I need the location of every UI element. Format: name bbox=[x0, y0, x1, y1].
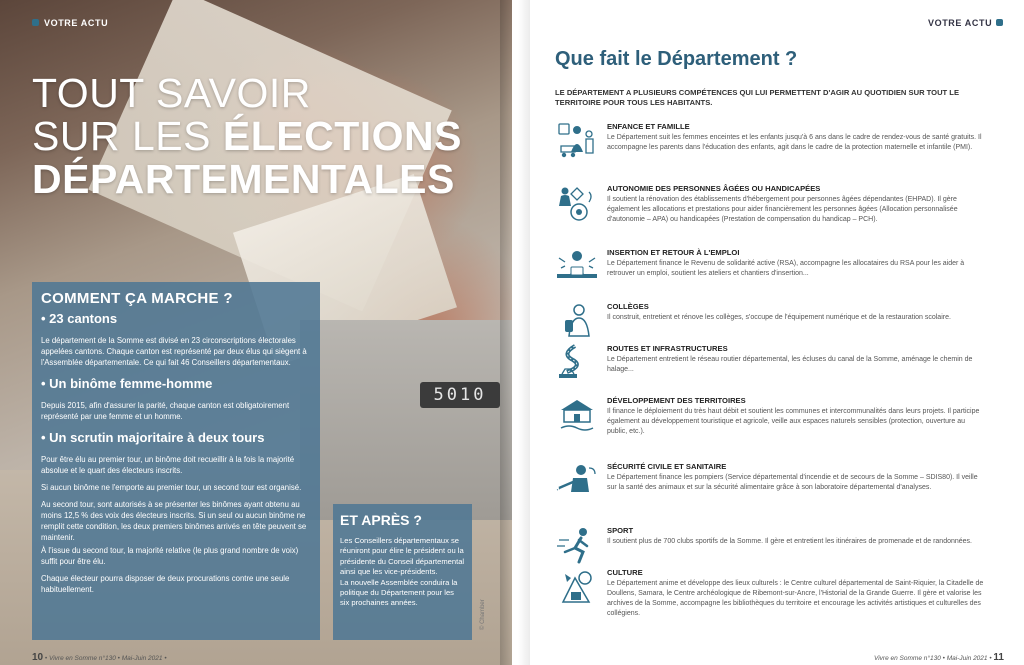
footer-right bbox=[874, 652, 1004, 663]
section-title: DÉVELOPPEMENT DES TERRITOIRES bbox=[607, 396, 746, 405]
family-icon bbox=[555, 122, 599, 160]
title-line-2-bold: ÉLECTIONS bbox=[222, 113, 462, 159]
section-text: Le Département finance les pompiers (Service départemental d'incendie et de secours de la Somme – SDIS80). Il veille sur la santé des animaux et sur la sécurité alimentaire grâce à son laboratoire départemental d'analyses. bbox=[607, 474, 978, 491]
section-text: Il soutient plus de 700 clubs sportifs de la Somme. Il gère et entretient les itinéraires de promenade et de randonnées. bbox=[607, 538, 972, 545]
section-title: SÉCURITÉ CIVILE ET SANITAIRE bbox=[607, 462, 727, 471]
paragraph-binome: Depuis 2015, afin d'assurer la parité, chaque canton est obligatoirement représenté par une femme et un homme. bbox=[41, 401, 290, 421]
title-line-3: DÉPARTEMENTALES bbox=[32, 156, 455, 202]
ballot-box-image bbox=[300, 320, 512, 520]
page-number-left: 10 bbox=[32, 652, 44, 663]
after-paragraph-2: La nouvelle Assemblée conduira la politique du Département pour les six prochaines années. bbox=[340, 577, 458, 608]
section-text: Il soutient la rénovation des établissements d'hébergement pour personnes âgées dépendantes (EHPAD). Il gère également les allocations et prestations pour aider financièrement les personnes âgées (Allocation personnalisée d'autonomie – APA) ou handicapées (Prestation de compensation du handicap – PCH). bbox=[607, 196, 958, 223]
page-number-right: 11 bbox=[993, 652, 1004, 663]
photo-credit: © Chamber bbox=[480, 599, 486, 630]
road-icon bbox=[555, 344, 599, 382]
runner-icon bbox=[555, 526, 599, 564]
page-title bbox=[32, 72, 492, 201]
paragraph-first-round: Pour être élu au premier tour, un binôme doit recueillir à la fois la majorité absolue et le quart des électeurs inscrits. bbox=[41, 455, 295, 475]
section-tag-right bbox=[928, 18, 1003, 28]
ballot-counter: 5010 bbox=[420, 382, 500, 408]
section-text: Le Département entretient le réseau routier départemental, les écluses du canal de la Somme, aménage le chemin de halage... bbox=[607, 356, 973, 373]
section-tag-label: VOTRE ACTU bbox=[928, 18, 993, 28]
right-page bbox=[512, 0, 1024, 665]
how-it-works-box bbox=[32, 282, 320, 640]
firefighter-icon bbox=[555, 462, 599, 500]
section-text: Le Département suit les femmes enceintes et les enfants jusqu'à 6 ans dans le cadre de rendez-vous de santé gratuits. Il accompagne les parents dans l'éducation des enfants, agit dans le cadre de la protection maternelle et infantile (PMI). bbox=[607, 134, 982, 151]
after-heading: ET APRÈS ? bbox=[340, 512, 422, 528]
section-tag-left bbox=[32, 18, 108, 28]
title-line-2 bbox=[32, 115, 492, 158]
section-tag-label: VOTRE ACTU bbox=[44, 18, 109, 28]
right-title: Que fait le Département ? bbox=[555, 48, 798, 70]
student-icon bbox=[555, 302, 599, 340]
paragraph-relative-majority: À l'issue du second tour, la majorité relative (le plus grand nombre de voix) suffit pour être élu. bbox=[41, 546, 299, 566]
footer-left-text: • Vivre en Somme n°130 • Mai-Juin 2021 • bbox=[43, 655, 167, 662]
section-title: INSERTION ET RETOUR À L'EMPLOI bbox=[607, 248, 740, 257]
section-text: Il finance le déploiement du très haut débit et soutient les communes et intercommunalités dans leurs projets. Il participe également au développement touristique et agricole, veille aux espaces naturels sensibles (protection, ouverture au public, etc.). bbox=[607, 408, 980, 435]
paragraph-cantons: Le département de la Somme est divisé en 23 circonscriptions électorales appelées cantons. Chaque canton est représenté par deux élus qui siègent à l'Assemblée départementale. Ce qui fait 46 Conseillers départementaux. bbox=[41, 336, 307, 367]
subheading-cantons: • 23 cantons bbox=[41, 311, 118, 326]
how-heading: COMMENT ÇA MARCHE ? bbox=[41, 290, 233, 307]
section-text: Le Département finance le Revenu de solidarité active (RSA), accompagne les allocataires du RSA pour les aider à retrouver un emploi, soutient les ateliers et chantiers d'insertion... bbox=[607, 260, 965, 277]
employment-icon bbox=[555, 248, 599, 286]
section-title: ENFANCE ET FAMILLE bbox=[607, 122, 690, 131]
paragraph-second-round: Au second tour, sont autorisés à se présenter les binômes ayant obtenu au moins 12,5 % des voix des électeurs inscrits. Si un seul ou aucun binôme ne remplit cette condition, les deux premiers binômes arrivés en tête peuvent se maintenir. bbox=[41, 500, 307, 542]
subheading-scrutin: • Un scrutin majoritaire à deux tours bbox=[41, 430, 265, 445]
territory-icon bbox=[555, 396, 599, 434]
section-title: COLLÈGES bbox=[607, 302, 649, 311]
square-bullet-icon bbox=[32, 19, 39, 26]
section-title: SPORT bbox=[607, 526, 634, 535]
subheading-binome: • Un binôme femme-homme bbox=[41, 376, 213, 391]
section-title: ROUTES ET INFRASTRUCTURES bbox=[607, 344, 728, 353]
title-line-2-light: SUR LES bbox=[32, 113, 223, 159]
right-intro: LE DÉPARTEMENT A PLUSIEURS COMPÉTENCES QUI LUI PERMETTENT D'AGIR AU QUOTIDIEN SUR TOUT LE TERRITOIRE POUR TOUS LES HABITANTS. bbox=[555, 88, 960, 107]
culture-icon bbox=[555, 568, 599, 606]
autonomy-icon bbox=[555, 184, 599, 222]
after-paragraph-1: Les Conseillers départementaux se réuniront pour élire le président ou la présidente du Conseil départemental ainsi que les vice-présidents. bbox=[340, 536, 465, 577]
square-bullet-icon bbox=[996, 19, 1003, 26]
what-next-box bbox=[333, 504, 472, 640]
title-line-1: TOUT SAVOIR bbox=[32, 70, 311, 116]
paragraph-proxies: Chaque électeur pourra disposer de deux procurations contre une seule habituellement. bbox=[41, 574, 290, 594]
footer-right-text: Vivre en Somme n°130 • Mai-Juin 2021 • bbox=[874, 655, 994, 662]
section-text: Le Département anime et développe des lieux culturels : le Centre culturel départemental de Saint-Riquier, la Citadelle de Doullens, Samara, le Centre archéologique de Ribemont-sur-Ancre, l'Historial de la Grande Guerre. Il gère et valorise les archives de la Somme, accompagne les bibliothèques du territoire et encourage les activités artistiques et culturelles des collégiens. bbox=[607, 580, 984, 617]
paragraph-no-winner: Si aucun binôme ne l'emporte au premier tour, un second tour est organisé. bbox=[41, 483, 302, 492]
section-text: Il construit, entretient et rénove les collèges, s'occupe de l'équipement numérique et de la restauration scolaire. bbox=[607, 314, 951, 321]
section-title: AUTONOMIE DES PERSONNES ÂGÉES OU HANDICAPÉES bbox=[607, 184, 821, 193]
footer-left bbox=[32, 652, 167, 663]
section-title: CULTURE bbox=[607, 568, 643, 577]
